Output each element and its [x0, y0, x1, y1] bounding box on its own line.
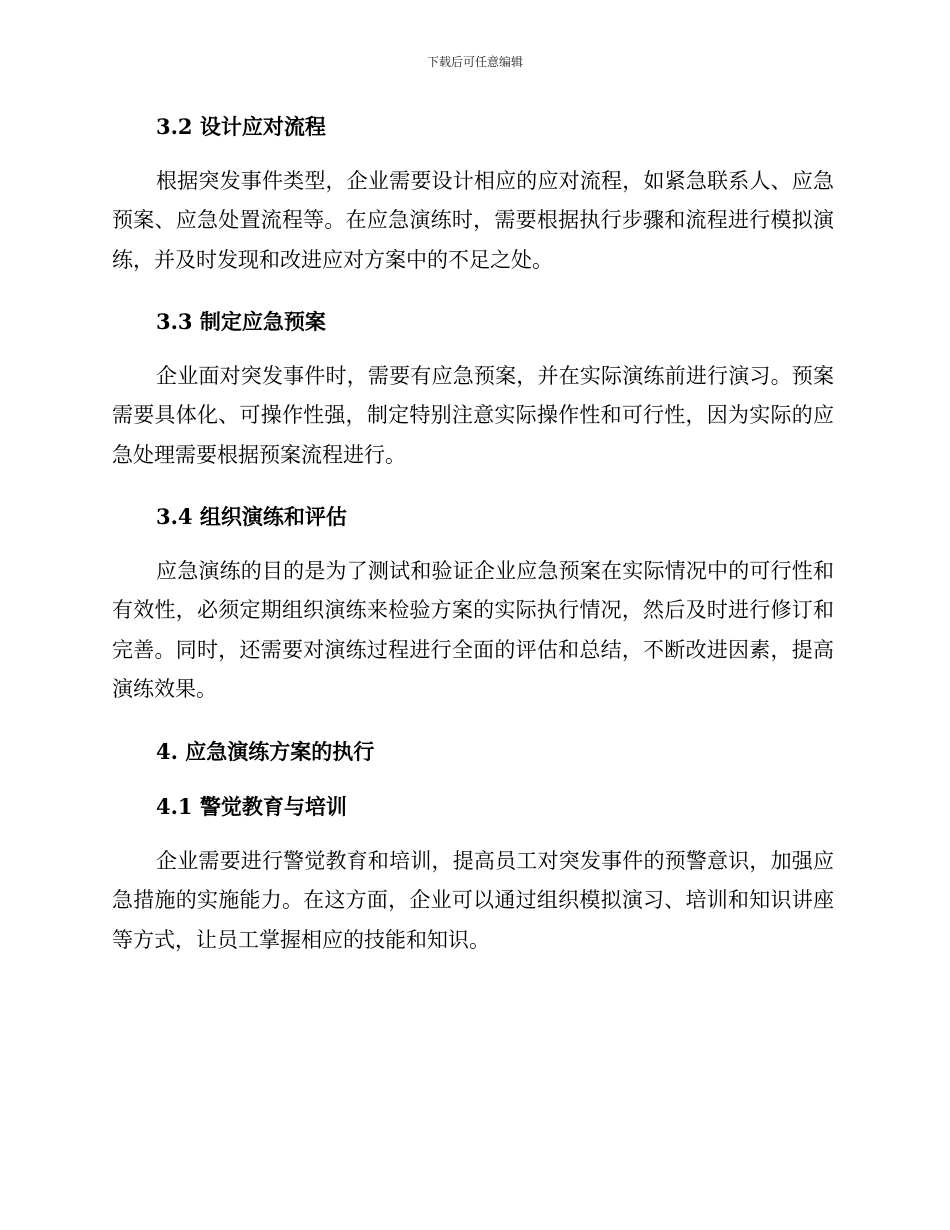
page-header-note: 下载后可任意编辑: [426, 55, 523, 69]
section-3-4-heading: 3.4 组织演练和评估: [156, 504, 347, 529]
section-3-3-paragraph: 企业面对突发事件时，需要有应急预案，并在实际演练前进行演习。预案需要具体化、可操作性强，制定特别注意实际操作性和可行性，因为实际的应急处理需要根据预案流程进行。: [112, 364, 834, 467]
chapter-4-heading: 4. 应急演练方案的执行: [156, 739, 375, 764]
section-3-4-paragraph: 应急演练的目的是为了测试和验证企业应急预案在实际情况中的可行性和有效性，必须定期组织演练来检验方案的实际执行情况，然后及时进行修订和完善。同时，还需要对演练过程进行全面的评估和总结，不断改进因素，提高演练效果。: [112, 559, 834, 701]
section-3-2-heading: 3.2 设计应对流程: [156, 114, 326, 139]
section-3-3-heading: 3.3 制定应急预案: [156, 309, 326, 334]
section-4-1-heading: 4.1 警觉教育与培训: [156, 794, 347, 819]
section-3-2-paragraph: 根据突发事件类型，企业需要设计相应的应对流程，如紧急联系人、应急预案、应急处置流程等。在应急演练时，需要根据执行步骤和流程进行模拟演练，并及时发现和改进应对方案中的不足之处。: [112, 169, 834, 272]
section-4-1-paragraph: 企业需要进行警觉教育和培训，提高员工对突发事件的预警意识，加强应急措施的实施能力。在这方面，企业可以通过组织模拟演习、培训和知识讲座等方式，让员工掌握相应的技能和知识。: [112, 849, 834, 952]
